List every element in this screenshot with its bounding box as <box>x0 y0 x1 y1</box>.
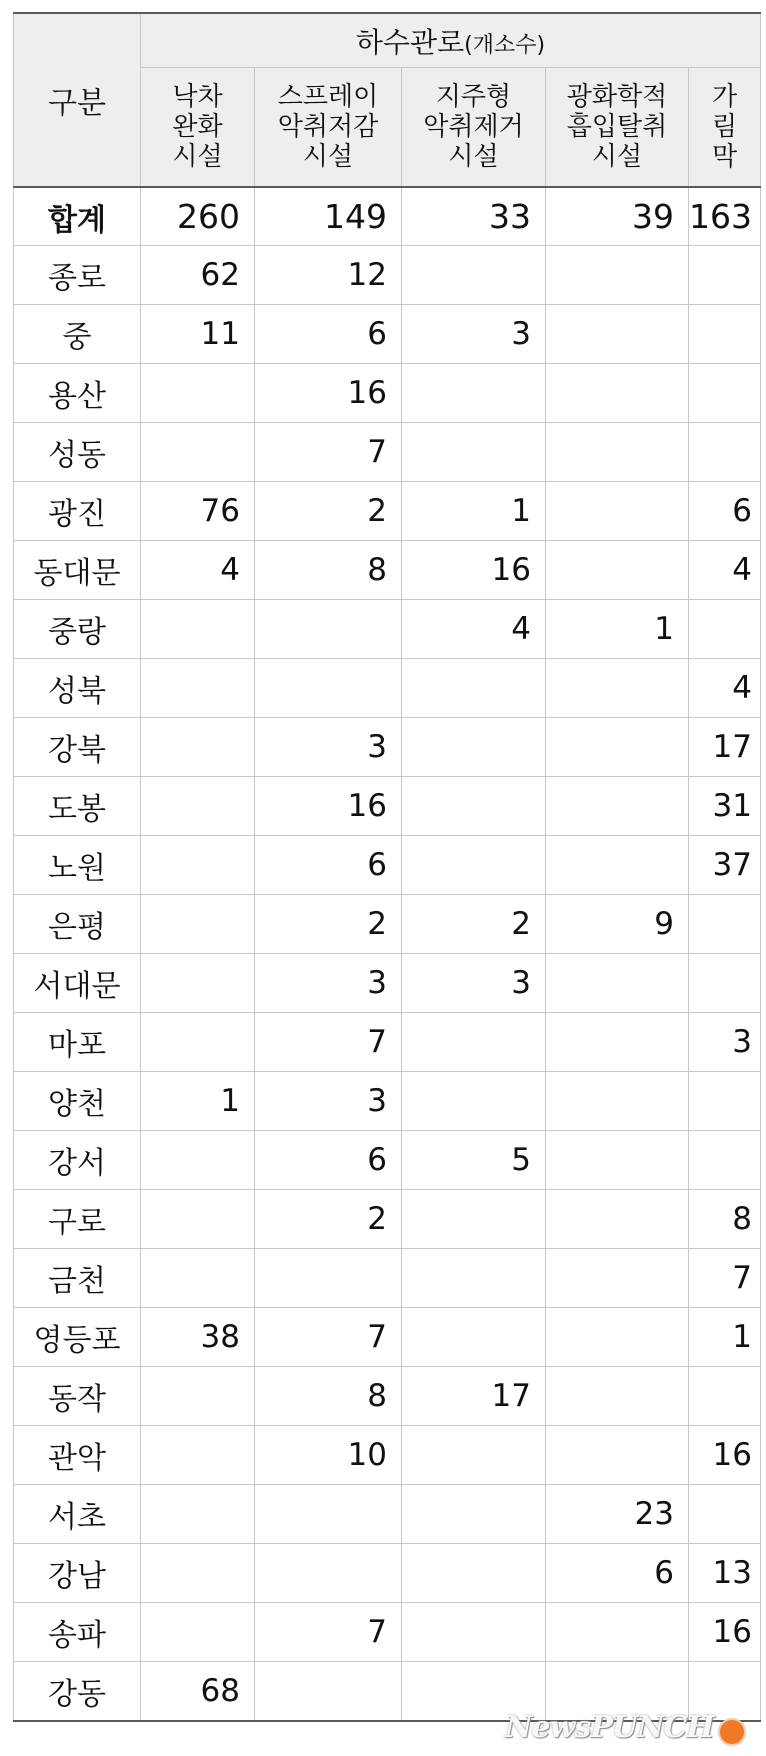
table-cell <box>141 364 255 423</box>
table-cell <box>689 954 761 1013</box>
table-cell <box>689 600 761 659</box>
total-value: 39 <box>546 187 689 246</box>
region-name: 종로 <box>14 246 141 305</box>
column-header: 지주형 악취제거 시설 <box>402 68 546 188</box>
table-cell <box>141 718 255 777</box>
table-cell <box>546 305 689 364</box>
table-cell: 2 <box>402 895 546 954</box>
table-cell <box>402 1485 546 1544</box>
table-cell <box>546 1308 689 1367</box>
table-cell: 6 <box>689 482 761 541</box>
table-cell <box>402 1013 546 1072</box>
table-row <box>14 659 761 718</box>
total-value: 260 <box>141 187 255 246</box>
table-cell: 8 <box>255 1367 402 1426</box>
group-header-label: 하수관로 <box>355 25 465 59</box>
table-cell: 16 <box>255 364 402 423</box>
region-name: 도봉 <box>14 777 141 836</box>
table-cell: 9 <box>546 895 689 954</box>
table-cell <box>546 659 689 718</box>
region-name: 구로 <box>14 1190 141 1249</box>
table-body <box>14 187 761 1721</box>
table-cell <box>546 364 689 423</box>
watermark-badge-icon <box>720 1720 744 1744</box>
region-name: 강남 <box>14 1544 141 1603</box>
table-cell <box>402 659 546 718</box>
table-cell <box>689 1072 761 1131</box>
table-row <box>14 718 761 777</box>
table-cell <box>546 541 689 600</box>
table-cell <box>141 1485 255 1544</box>
table-cell <box>141 895 255 954</box>
table-row <box>14 1131 761 1190</box>
table-cell: 13 <box>689 1544 761 1603</box>
table-cell <box>689 1367 761 1426</box>
region-name: 관악 <box>14 1426 141 1485</box>
table-cell: 3 <box>255 718 402 777</box>
table-cell <box>402 1190 546 1249</box>
table-cell: 7 <box>255 1308 402 1367</box>
total-row <box>14 187 761 246</box>
table-row <box>14 777 761 836</box>
column-header: 낙차 완화 시설 <box>141 68 255 188</box>
table-cell <box>402 1426 546 1485</box>
table-cell: 16 <box>255 777 402 836</box>
region-name: 동대문 <box>14 541 141 600</box>
table-cell: 2 <box>255 482 402 541</box>
table-cell <box>141 1544 255 1603</box>
table-cell: 8 <box>689 1190 761 1249</box>
table-cell <box>402 1249 546 1308</box>
table-cell: 10 <box>255 1426 402 1485</box>
table-cell <box>689 364 761 423</box>
table-cell: 7 <box>689 1249 761 1308</box>
table-row <box>14 954 761 1013</box>
table-cell: 76 <box>141 482 255 541</box>
table-cell: 2 <box>255 1190 402 1249</box>
region-name: 성동 <box>14 423 141 482</box>
region-name: 강서 <box>14 1131 141 1190</box>
region-name: 중 <box>14 305 141 364</box>
table-row <box>14 600 761 659</box>
region-name: 마포 <box>14 1013 141 1072</box>
table-cell <box>402 777 546 836</box>
table-cell: 31 <box>689 777 761 836</box>
table-cell: 7 <box>255 1603 402 1662</box>
table-row <box>14 1013 761 1072</box>
table-cell: 4 <box>689 659 761 718</box>
table-cell <box>255 1662 402 1722</box>
table-cell <box>402 1603 546 1662</box>
table-cell <box>546 1603 689 1662</box>
table-cell <box>141 1131 255 1190</box>
table-cell <box>141 836 255 895</box>
table-cell: 7 <box>255 423 402 482</box>
region-name: 강동 <box>14 1662 141 1722</box>
table-cell: 17 <box>402 1367 546 1426</box>
table-row <box>14 305 761 364</box>
table-row <box>14 1544 761 1603</box>
table-cell <box>255 1249 402 1308</box>
total-value: 33 <box>402 187 546 246</box>
region-name: 서대문 <box>14 954 141 1013</box>
table-cell: 1 <box>689 1308 761 1367</box>
table-cell <box>402 836 546 895</box>
table-cell <box>141 600 255 659</box>
table-cell: 6 <box>546 1544 689 1603</box>
table-cell: 3 <box>255 1072 402 1131</box>
table-cell: 6 <box>255 1131 402 1190</box>
table-cell <box>689 305 761 364</box>
table-cell <box>402 423 546 482</box>
region-name: 금천 <box>14 1249 141 1308</box>
table-cell: 12 <box>255 246 402 305</box>
table-cell: 8 <box>255 541 402 600</box>
table-cell <box>402 718 546 777</box>
table-row <box>14 1603 761 1662</box>
table-cell: 16 <box>402 541 546 600</box>
table-cell <box>546 1131 689 1190</box>
table-cell <box>689 1485 761 1544</box>
table-cell: 3 <box>255 954 402 1013</box>
table-cell <box>141 423 255 482</box>
column-header: 가 림 막 <box>689 68 761 188</box>
table-cell: 3 <box>689 1013 761 1072</box>
table-cell <box>546 1426 689 1485</box>
table-cell <box>141 1190 255 1249</box>
region-name: 성북 <box>14 659 141 718</box>
table-row <box>14 1308 761 1367</box>
table-cell <box>546 777 689 836</box>
table-cell <box>546 482 689 541</box>
table-row <box>14 1249 761 1308</box>
table-cell <box>255 659 402 718</box>
table-cell: 2 <box>255 895 402 954</box>
table-cell: 38 <box>141 1308 255 1367</box>
table-cell <box>546 1367 689 1426</box>
table-cell <box>255 1544 402 1603</box>
table-cell <box>141 1367 255 1426</box>
table-row <box>14 364 761 423</box>
table-cell: 17 <box>689 718 761 777</box>
region-name: 광진 <box>14 482 141 541</box>
table-cell <box>141 1249 255 1308</box>
table-cell <box>255 600 402 659</box>
table-cell <box>402 364 546 423</box>
group-header-unit: (개소수) <box>464 32 546 58</box>
table-cell: 1 <box>546 600 689 659</box>
table-cell <box>689 895 761 954</box>
watermark-logo-text: NewsPUNCH <box>505 1710 714 1745</box>
region-name: 강북 <box>14 718 141 777</box>
table-row <box>14 1190 761 1249</box>
table-cell: 4 <box>689 541 761 600</box>
table-cell: 3 <box>402 305 546 364</box>
table-row <box>14 895 761 954</box>
region-name: 영등포 <box>14 1308 141 1367</box>
table-cell <box>402 246 546 305</box>
total-label: 합계 <box>14 187 141 246</box>
table-cell <box>546 1072 689 1131</box>
table-cell <box>546 423 689 482</box>
region-name: 노원 <box>14 836 141 895</box>
table-cell: 1 <box>402 482 546 541</box>
table-cell <box>141 1013 255 1072</box>
table-cell <box>546 718 689 777</box>
group-header <box>141 13 761 68</box>
region-name: 서초 <box>14 1485 141 1544</box>
region-name: 중랑 <box>14 600 141 659</box>
table-cell: 1 <box>141 1072 255 1131</box>
table-row <box>14 423 761 482</box>
table-cell: 4 <box>141 541 255 600</box>
table-row <box>14 246 761 305</box>
table-cell: 37 <box>689 836 761 895</box>
table-cell: 6 <box>255 305 402 364</box>
table-cell <box>546 246 689 305</box>
region-name: 은평 <box>14 895 141 954</box>
column-header: 스프레이 악취저감 시설 <box>255 68 402 188</box>
table-row <box>14 1426 761 1485</box>
table-row <box>14 1367 761 1426</box>
table-cell <box>402 1072 546 1131</box>
table-cell <box>689 1131 761 1190</box>
table-cell <box>546 954 689 1013</box>
table-cell <box>546 1013 689 1072</box>
table-cell <box>689 423 761 482</box>
table-cell: 68 <box>141 1662 255 1722</box>
table-row <box>14 836 761 895</box>
table-cell: 16 <box>689 1603 761 1662</box>
total-value: 149 <box>255 187 402 246</box>
table-cell: 16 <box>689 1426 761 1485</box>
region-name: 용산 <box>14 364 141 423</box>
table-cell <box>141 777 255 836</box>
table-cell <box>546 836 689 895</box>
table-cell: 11 <box>141 305 255 364</box>
table-row <box>14 1072 761 1131</box>
table-row <box>14 541 761 600</box>
table-cell: 62 <box>141 246 255 305</box>
table-row <box>14 1485 761 1544</box>
table-cell: 3 <box>402 954 546 1013</box>
table-cell <box>141 659 255 718</box>
table-cell <box>141 1603 255 1662</box>
table-cell <box>141 954 255 1013</box>
table-cell <box>141 1426 255 1485</box>
table-cell <box>402 1544 546 1603</box>
region-name: 동작 <box>14 1367 141 1426</box>
table-cell <box>689 246 761 305</box>
table-cell: 5 <box>402 1131 546 1190</box>
table-cell: 6 <box>255 836 402 895</box>
table-cell <box>546 1249 689 1308</box>
column-header: 광화학적 흡입탈취 시설 <box>546 68 689 188</box>
table-cell: 7 <box>255 1013 402 1072</box>
table-cell <box>255 1485 402 1544</box>
region-name: 송파 <box>14 1603 141 1662</box>
sewer-odor-facility-table <box>13 12 761 1722</box>
table-cell <box>402 1308 546 1367</box>
total-value: 163 <box>689 187 761 246</box>
table-cell: 23 <box>546 1485 689 1544</box>
table-row <box>14 482 761 541</box>
table-cell <box>546 1190 689 1249</box>
region-header: 구분 <box>14 13 141 187</box>
table-cell: 4 <box>402 600 546 659</box>
region-name: 양천 <box>14 1072 141 1131</box>
